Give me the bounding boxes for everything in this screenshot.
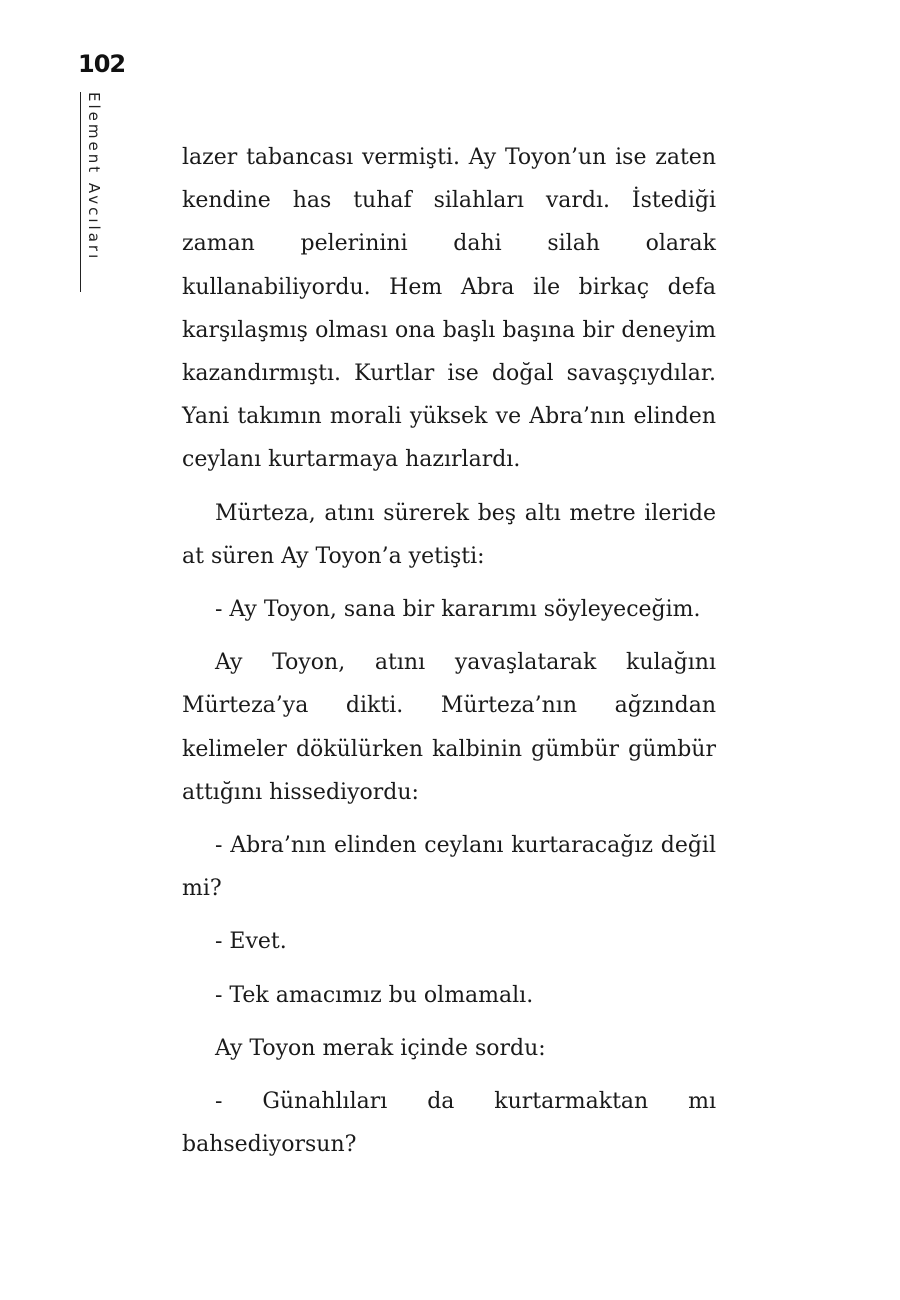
dialogue-line: - Ay Toyon, sana bir kararımı söyleyeceğim. [215, 597, 701, 623]
running-head [80, 92, 101, 292]
dialogue-line: - Abra’nın elinden ceylanı kurtaracağız değil mi? [182, 833, 716, 902]
paragraph: Ay Toyon merak içinde sordu: [215, 1035, 546, 1061]
paragraph: Ay Toyon, atını yavaşlatarak kulağını Mürteza’ya dikti. Mürteza’nın ağzından kelimeler dökülürken kalbinin gümbür gümbür attığını hissediyordu: [182, 650, 716, 805]
running-title: Element Avcıları [85, 92, 103, 262]
paragraph: Mürteza, atını sürerek beş altı metre ileride at süren Ay Toyon’a yetişti: [182, 500, 716, 569]
dialogue-line: - Evet. [215, 929, 287, 955]
page-number: 102 [78, 50, 126, 78]
dialogue-line: - Günahlıları da kurtarmaktan mı bahsediyorsun? [182, 1089, 716, 1158]
paragraph: lazer tabancası vermişti. Ay Toyon’un ise zaten kendine has tuhaf silahları vardı. İstediği zaman pelerinini dahi silah olarak kullanabiliyordu. Hem Abra ile birkaç defa karşılaşmış olması ona başlı başına bir deneyim kazandırmıştı. Kurtlar ise doğal savaşçıydılar. Yani takımın morali yüksek ve Abra’nın elinden ceylanı kurtarmaya hazırlardı. [182, 145, 716, 473]
body-text [182, 136, 716, 1176]
dialogue-line: - Tek amacımız bu olmamalı. [215, 982, 534, 1008]
